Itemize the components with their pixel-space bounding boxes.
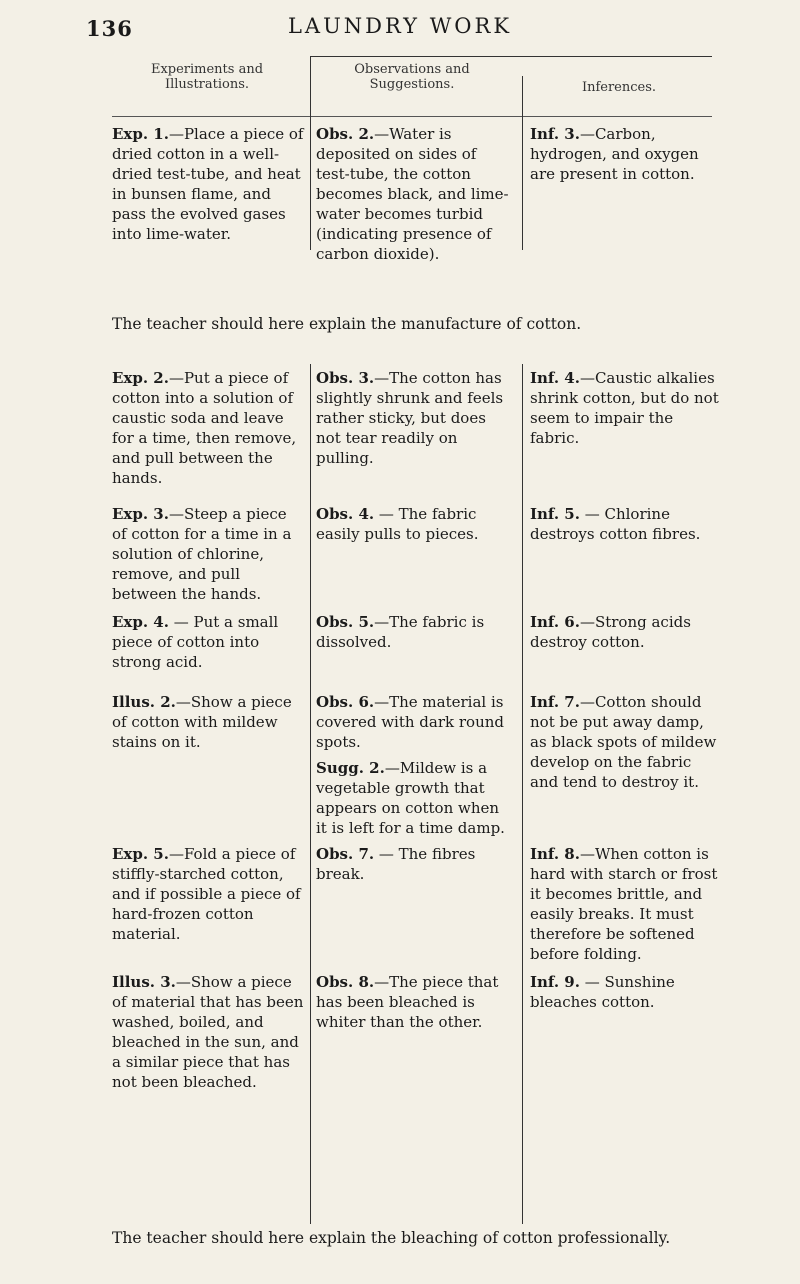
inference-cell: Inf. 8.—When cotton is hard with starch or frost it becomes brittle, and easily breaks. It must therefore be softened before folding. bbox=[530, 845, 718, 963]
experiment-cell: Illus. 2.—Show a piece of cotton with mildew stains on it. bbox=[112, 693, 292, 751]
observation-cell: Obs. 5.—The fabric is dissolved. bbox=[316, 613, 485, 651]
experiment-cell: Exp. 1.—Place a piece of dried cotton in a well-dried test-tube, and heat in bunsen flame, and pass the evolved gases into lime-water. bbox=[112, 125, 304, 243]
table-row bbox=[112, 504, 712, 612]
header-rule bbox=[310, 56, 712, 57]
column-divider bbox=[310, 56, 311, 118]
inference-cell: Inf. 3.—Carbon, hydrogen, and oxygen are present in cotton. bbox=[530, 125, 699, 183]
table-row bbox=[112, 692, 717, 844]
experiment-cell: Exp. 4. — Put a small piece of cotton into strong acid. bbox=[112, 613, 279, 671]
teacher-note-bleaching: The teacher should here explain the bleaching of cotton professionally. bbox=[112, 1229, 671, 1247]
inference-cell: Inf. 5. — Chlorine destroys cotton fibres. bbox=[530, 505, 701, 543]
inference-cell: Inf. 7.—Cotton should not be put away damp, as black spots of mildew develop on the fabric and tend to destroy it. bbox=[530, 693, 717, 791]
experiment-cell: Illus. 3.—Show a piece of material that has been washed, boiled, and bleached in the sun, and a similar piece that has not been bleached. bbox=[112, 973, 304, 1091]
observation-cell: Obs. 8.—The piece that has been bleached is whiter than the other. bbox=[316, 973, 499, 1031]
observation-cell: Obs. 3.—The cotton has slightly shrunk and feels rather sticky, but does not tear readily on pulling. bbox=[316, 369, 504, 467]
table-row bbox=[112, 972, 712, 1102]
observation-cell: Obs. 7. — The fibres break. bbox=[316, 845, 476, 883]
inference-cell: Inf. 4.—Caustic alkalies shrink cotton, but do not seem to impair the fabric. bbox=[530, 369, 719, 447]
col-head-observations: Observations and Suggestions. bbox=[354, 62, 470, 92]
column-divider bbox=[310, 118, 311, 250]
experiment-cell: Exp. 5.—Fold a piece of stiffly-starched cotton, and if possible a piece of hard-frozen cotton material. bbox=[112, 845, 301, 943]
header-rule-bottom bbox=[112, 116, 712, 117]
running-head: LAUNDRY WORK bbox=[287, 14, 513, 38]
suggestion-text: Sugg. 2.—Mildew is a vegetable growth that appears on cotton when it is left for a time damp. bbox=[316, 759, 505, 837]
table-row bbox=[112, 612, 712, 692]
col-head-inferences: Inferences. bbox=[581, 80, 657, 95]
experiment-table-bottom bbox=[112, 364, 719, 1102]
column-divider bbox=[522, 76, 523, 118]
table-row bbox=[112, 844, 718, 972]
table-header bbox=[112, 56, 712, 118]
experiment-table-top bbox=[112, 56, 712, 263]
table-row bbox=[112, 118, 712, 263]
column-divider bbox=[522, 118, 523, 250]
inference-cell: Inf. 9. — Sunshine bleaches cotton. bbox=[530, 973, 675, 1011]
table-row bbox=[112, 364, 719, 504]
experiment-cell: Exp. 2.—Put a piece of cotton into a solution of caustic soda and leave for a time, then remove, and pull between the hands. bbox=[112, 369, 297, 487]
experiment-cell: Exp. 3.—Steep a piece of cotton for a time in a solution of chlorine, remove, and pull between the hands. bbox=[112, 505, 292, 603]
observation-cell: Obs. 6.—The material is covered with dark round spots. Sugg. 2.—Mildew is a vegetable growth that appears on cotton when it is left for a time damp. bbox=[316, 692, 512, 838]
teacher-note-manufacture: The teacher should here explain the manufacture of cotton. bbox=[112, 315, 582, 333]
page-number: 136 bbox=[86, 16, 133, 41]
observation-cell: Obs. 2.—Water is deposited on sides of test-tube, the cotton becomes black, and lime-water becomes turbid (indicating presence of carbon dioxide). bbox=[316, 125, 509, 263]
col-head-experiments: Experiments and Illustrations. bbox=[150, 62, 264, 92]
observation-cell: Obs. 4. — The fabric easily pulls to pieces. bbox=[316, 505, 479, 543]
inference-cell: Inf. 6.—Strong acids destroy cotton. bbox=[530, 613, 691, 651]
